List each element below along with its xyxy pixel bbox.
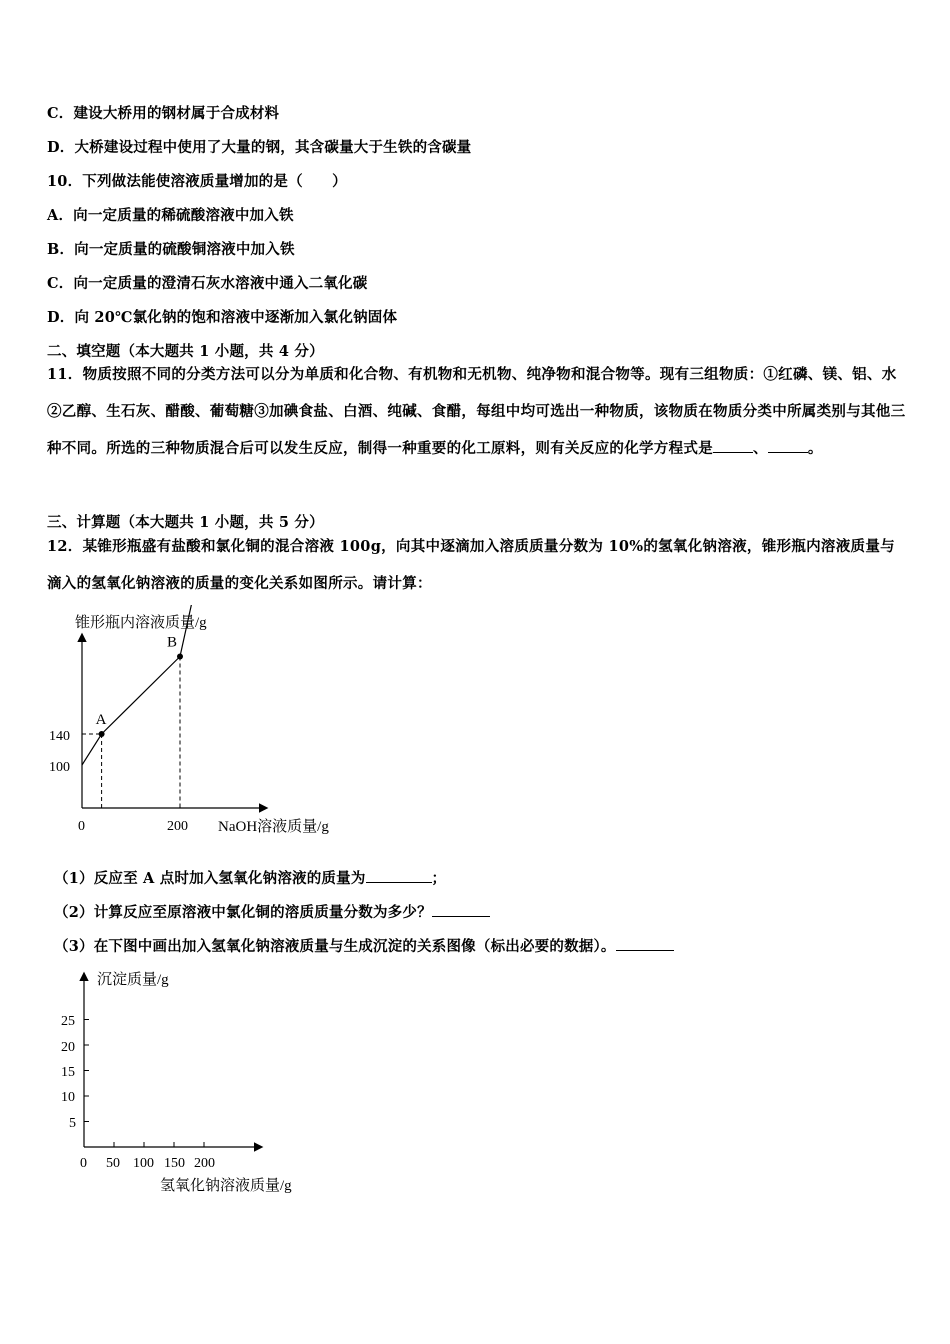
q11-separator: 、	[753, 440, 768, 457]
chart2-y-tick-20: 20	[61, 1040, 75, 1055]
chart1-point-label-a: A	[95, 712, 107, 728]
q12-part2	[54, 901, 490, 922]
q11-end: 。	[807, 440, 823, 457]
section-2-heading: 二、填空题（本大题共 1 小题，共 4 分）	[47, 343, 324, 360]
chart2-x-tick-0: 0	[80, 1156, 87, 1171]
q12-part3	[54, 935, 674, 956]
chart2-y-tick-25: 25	[61, 1014, 75, 1029]
q12-part1-text: （1）反应至 A 点时加入氢氧化钠溶液的质量为	[54, 870, 366, 887]
q12-part3-text: （3）在下图中画出加入氢氧化钠溶液质量与生成沉淀的关系图像（标出必要的数据）。	[54, 938, 616, 955]
q12-part2-blank[interactable]	[432, 902, 490, 917]
q10-option-a: A．向一定质量的稀硫酸溶液中加入铁	[47, 207, 294, 224]
chart1-x-tick-0: 0	[78, 819, 85, 834]
q9-option-d: D．大桥建设过程中使用了大量的钢，其含碳量大于生铁的含碳量	[47, 139, 472, 156]
q12-part1-end: ；	[431, 870, 447, 887]
q10-option-b: B．向一定质量的硫酸铜溶液中加入铁	[47, 241, 295, 258]
chart2-y-tick-5: 5	[69, 1116, 76, 1131]
section-3-heading: 三、计算题（本大题共 1 小题，共 5 分）	[47, 514, 324, 531]
chart1-y-tick-100: 100	[49, 760, 70, 775]
chart1-x-tick-200: 200	[167, 819, 188, 834]
q10-stem: 10．下列做法能使溶液质量增加的是（ ）	[47, 173, 347, 190]
chart1-point-label-b: B	[167, 634, 178, 651]
chart2-y-label: 沉淀质量/g	[97, 972, 169, 988]
q12-part1	[54, 867, 446, 888]
chart2-y-tick-10: 10	[61, 1090, 75, 1105]
q11-paragraph	[47, 356, 907, 467]
q12-part1-blank[interactable]	[366, 868, 432, 883]
chart1-y-tick-140: 140	[49, 729, 70, 744]
chart2-y-tick-15: 15	[61, 1065, 75, 1080]
precipitate-chart[interactable]	[55, 962, 325, 1202]
q12-part3-blank[interactable]	[616, 936, 674, 951]
chart2-x-label: 氢氧化钠溶液质量/g	[160, 1178, 292, 1194]
q11-blank-1[interactable]	[713, 438, 753, 453]
q10-option-d: D．向 20℃氯化钠的饱和溶液中逐渐加入氯化钠固体	[47, 309, 398, 326]
chart1-y-label: 锥形瓶内溶液质量/g	[75, 615, 207, 631]
chart1-point-a	[99, 731, 105, 737]
q12-paragraph: 12．某锥形瓶盛有盐酸和氯化铜的混合溶液 100g，向其中逐滴加入溶质质量分数为 10%的氢氧化钠溶液，锥形瓶内溶液质量与滴入的氢氧化钠溶液的质量的变化关系如图所示。请计算：	[47, 538, 895, 592]
chart1-point-b	[177, 654, 183, 660]
chart2-x-tick-150: 150	[164, 1156, 185, 1171]
q9-option-c: C．建设大桥用的钢材属于合成材料	[47, 105, 280, 122]
q12-part2-text: （2）计算反应至原溶液中氯化铜的溶质质量分数为多少？	[54, 904, 432, 921]
chart1-x-label: NaOH溶液质量/g	[218, 819, 329, 835]
q11-blank-2[interactable]	[768, 438, 808, 453]
chart2-x-tick-50: 50	[106, 1156, 120, 1171]
chart2-x-tick-200: 200	[194, 1156, 215, 1171]
chart2-x-tick-100: 100	[133, 1156, 154, 1171]
q11-text: 11．物质按照不同的分类方法可以分为单质和化合物、有机物和无机物、纯净物和混合物等。现有三组物质：①红磷、镁、铝、水②乙醇、生石灰、醋酸、葡萄糖③加碘食盐、白酒、纯碱、食醋，每组中均可选出一种物质，该物质在物质分类中所属类别与其他三种不同。所选的三种物质混合后可以发生反应，制得一种重要的化工原料，则有关反应的化学方程式是	[47, 366, 906, 457]
q10-option-c: C．向一定质量的澄清石灰水溶液中通入二氧化碳	[47, 275, 368, 292]
solution-mass-chart	[40, 605, 370, 845]
